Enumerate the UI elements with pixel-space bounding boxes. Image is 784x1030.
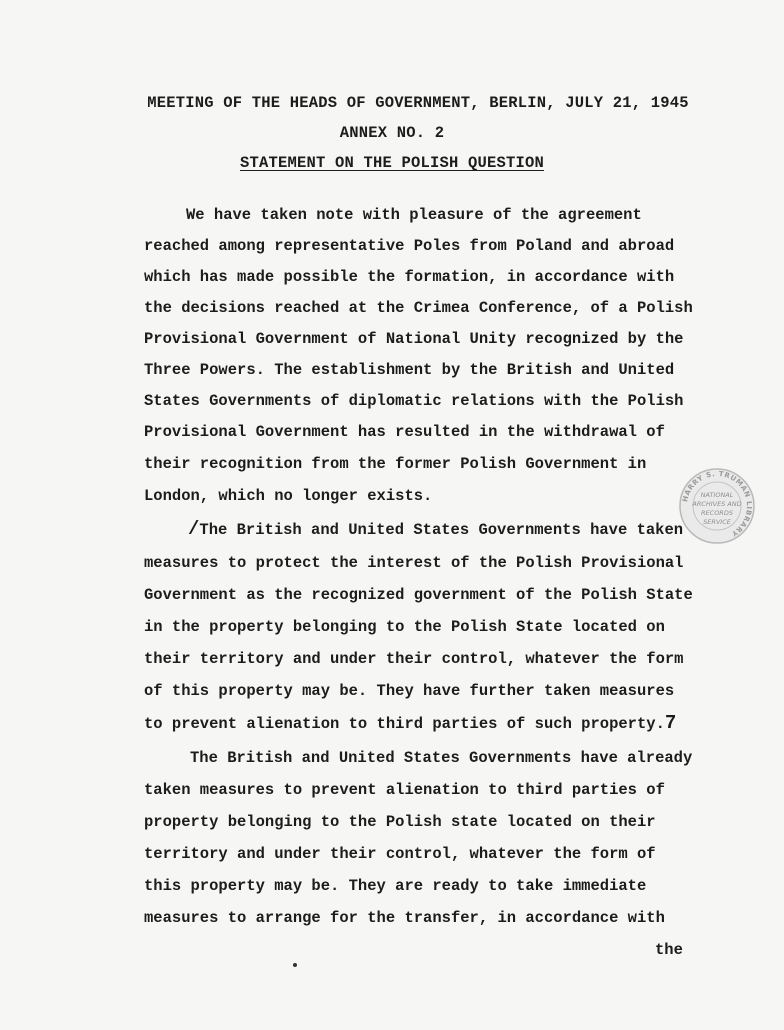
paragraph-line: property belonging to the Polish state located on their [144,813,656,831]
paragraph-line: territory and under their control, whatever the form of [144,845,656,863]
paragraph-line-text: to prevent alienation to third parties of such property. [144,715,665,733]
paragraph-line: this property may be. They are ready to take immediate [144,877,647,895]
archive-stamp-icon [677,466,757,546]
paragraph-line: of this property may be. They have further taken measures [144,682,675,700]
stamp-inner-text: NATIONAL [700,491,734,499]
continuation-word: the [655,941,683,959]
paragraph-line: London, which no longer exists. [144,487,433,505]
paragraph-line: Provisional Government has resulted in the withdrawal of [144,423,665,441]
paragraph-line: the decisions reached at the Crimea Conference, of a Polish [144,299,693,317]
paragraph-line: taken measures to prevent alienation to third parties of [144,781,665,799]
annex-heading: ANNEX NO. 2 [339,124,445,142]
paragraph-line: measures to arrange for the transfer, in accordance with [144,909,665,927]
paragraph-line: reached among representative Poles from Poland and abroad [144,237,675,255]
paragraph-line: Three Powers. The establishment by the British and United [144,361,675,379]
paragraph-line: measures to protect the interest of the Polish Provisional [144,554,684,572]
paragraph-line-text: The British and United States Governments have taken [199,521,684,539]
paragraph-line [144,714,676,733]
paragraph-line: The British and United States Governments have already [190,749,693,767]
stamp-inner-text: RECORDS [701,509,733,517]
paragraph-line: Government as the recognized government of the Polish State [144,586,693,604]
paragraph-line: which has made possible the formation, in accordance with [144,268,675,286]
meeting-heading: MEETING OF THE HEADS OF GOVERNMENT, BERLIN, JULY 21, 1945 [147,94,689,112]
paper-speck [293,963,297,967]
paragraph-line: Provisional Government of National Unity recognized by the [144,330,684,348]
open-bracket-mark: / [188,518,200,540]
paragraph-line: States Governments of diplomatic relations with the Polish [144,392,684,410]
close-bracket-mark: 7 [664,712,677,734]
paragraph-line [188,520,683,539]
paragraph-line: their territory and under their control, whatever the form [144,650,684,668]
paragraph-line: their recognition from the former Polish Government in [144,455,647,473]
stamp-inner-text: SERVICE [703,518,731,526]
paragraph-line: We have taken note with pleasure of the agreement [186,206,642,224]
paragraph-line: in the property belonging to the Polish State located on [144,618,665,636]
stamp-inner-text: ARCHIVES AND [692,500,742,508]
stamp-ring-text: HARRY S. TRUMAN LIBRARY [681,469,754,538]
statement-title: STATEMENT ON THE POLISH QUESTION [239,154,545,172]
